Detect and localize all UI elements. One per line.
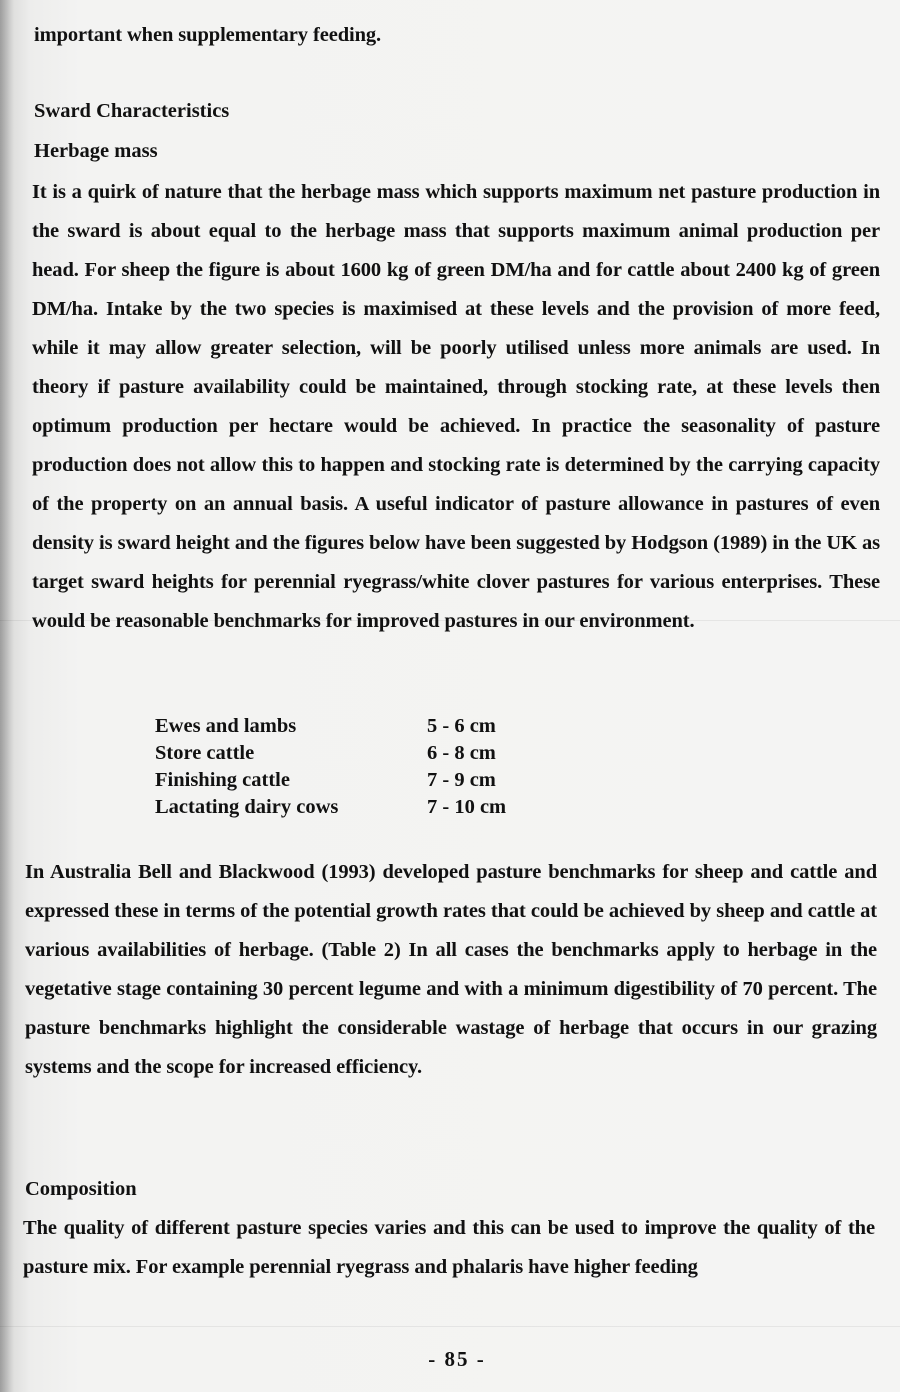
height-cell: 7 - 10 cm [427, 796, 507, 818]
enterprise-cell: Finishing cattle [155, 769, 290, 791]
sward-height-targets-table [155, 713, 506, 821]
enterprise-cell: Ewes and lambs [155, 715, 297, 737]
intro-line: important when supplementary feeding. [34, 24, 382, 46]
height-cell: 6 - 8 cm [427, 742, 496, 764]
section-heading-sward-characteristics: Sward Characteristics [34, 100, 230, 122]
composition-paragraph: The quality of different pasture species varies and this can be used to improve the quality of the pasture mix. For example perennial ryegrass and phalaris have higher feeding [23, 1217, 875, 1278]
table-row [155, 794, 506, 821]
table-row [155, 767, 506, 794]
page-number: - 85 - [428, 1347, 486, 1371]
herbage-mass-paragraph: It is a quirk of nature that the herbage mass which supports maximum net pasture production in the sward is about equal to the herbage mass that supports maximum animal production per head. For sheep the figure is about 1600 kg of green DM/ha and for cattle about 2400 kg of green DM/ha. Intake by the two species is maximised at these levels and the provision of more feed, while it may allow greater selection, will be poorly utilised unless more animals are used. In theory if pasture availability could be maintained, through stocking rate, at these levels then optimum production per hectare would be achieved. In practice the seasonality of pasture production does not allow this to happen and stocking rate is determined by the carrying capacity of the property on an annual basis. A useful indicator of pasture allowance in pastures of even density is sward height and the figures below have been suggested by Hodgson (1989) in the UK as target sward heights for perennial ryegrass/white clover pastures for various enterprises. These would be reasonable benchmarks for improved pastures in our environment. [32, 181, 880, 632]
height-cell: 7 - 9 cm [427, 769, 496, 791]
subsection-heading-composition: Composition [25, 1178, 137, 1200]
table-row [155, 713, 506, 740]
australia-benchmarks-paragraph: In Australia Bell and Blackwood (1993) developed pasture benchmarks for sheep and cattle and expressed these in terms of the potential growth rates that could be achieved by sheep and cattle at various availabilities of herbage. (Table 2) In all cases the benchmarks apply to herbage in the vegetative stage containing 30 percent legume and with a minimum digestibility of 70 percent. The pasture benchmarks highlight the considerable wastage of herbage that occurs in our grazing systems and the scope for increased efficiency. [25, 861, 877, 1078]
height-cell: 5 - 6 cm [427, 715, 496, 737]
enterprise-cell: Store cattle [155, 742, 255, 764]
bleed-through-rule [0, 1326, 900, 1327]
subsection-heading-herbage-mass: Herbage mass [34, 140, 158, 162]
page-edge-shadow [0, 0, 14, 1392]
table-row [155, 740, 506, 767]
enterprise-cell: Lactating dairy cows [155, 796, 339, 818]
